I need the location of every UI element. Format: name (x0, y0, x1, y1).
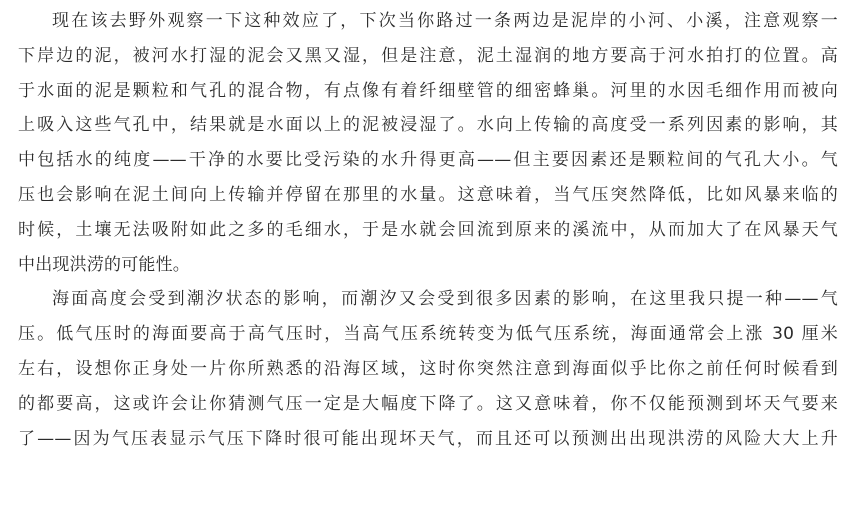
text-line: 了——因为气压表显示气压下降时很可能出现坏天气，而且还可以预测出出现洪涝的风险大大上升 (18, 428, 838, 449)
text-line: 于水面的泥是颗粒和气孔的混合物，有点像有着纤细壁管的细密蜂巢。河里的水因毛细作用而被向 (18, 80, 838, 101)
document-page (18, 0, 838, 516)
text-line: 左右，设想你正身处一片你所熟悉的沿海区域，这时你突然注意到海面似乎比你之前任何时候看到 (18, 358, 838, 379)
text-line: 的都要高，这或许会让你猜测气压一定是大幅度下降了。这又意味着，你不仅能预测到坏天气要来 (18, 393, 838, 414)
text-line: 中包括水的纯度——干净的水要比受污染的水升得更高——但主要因素还是颗粒间的气孔大小。气 (18, 150, 838, 171)
paragraph-2 (18, 282, 838, 456)
paragraph-1 (18, 0, 838, 282)
text-line: 海面高度会受到潮汐状态的影响，而潮汐又会受到很多因素的影响，在这里我只提一种——气 (52, 289, 838, 310)
text-line: 现在该去野外观察一下这种效应了，下次当你路过一条两边是泥岸的小河、小溪，注意观察一 (52, 11, 838, 31)
text-line: 时候，土壤无法吸附如此之多的毛细水，于是水就会回流到原来的溪流中，从而加大了在风暴天气 (18, 219, 838, 240)
text-line: 压也会影响在泥土间向上传输并停留在那里的水量。这意味着，当气压突然降低，比如风暴来临的 (18, 184, 838, 205)
text-line: 下岸边的泥，被河水打湿的泥会又黑又湿，但是注意，泥土湿润的地方要高于河水拍打的位置。高 (18, 45, 838, 66)
text-line: 中出现洪涝的可能性。 (18, 254, 190, 275)
text-line: 压。低气压时的海面要高于高气压时，当高气压系统转变为低气压系统，海面通常会上涨 30 厘米 (18, 324, 838, 345)
text-line: 上吸入这些气孔中，结果就是水面以上的泥被浸湿了。水向上传输的高度受一系列因素的影响，其 (18, 115, 838, 136)
